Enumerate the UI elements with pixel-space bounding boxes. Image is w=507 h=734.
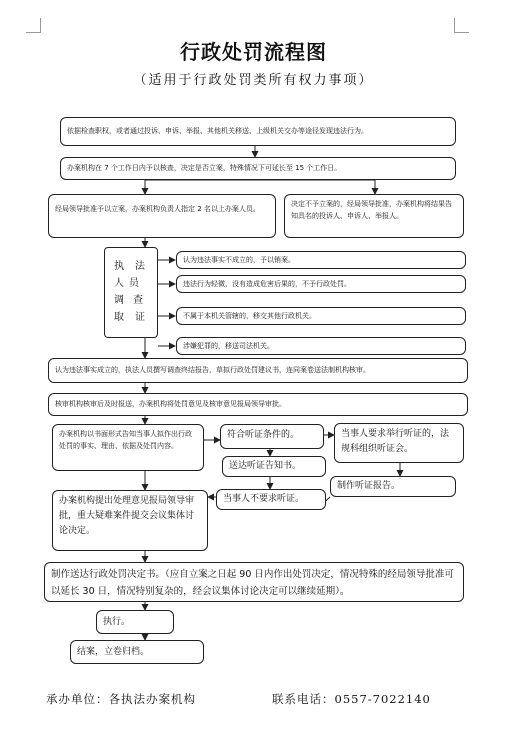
investigation-char-6: 查 bbox=[133, 295, 143, 306]
step-case-discovery: 依据检查职权，或者通过投诉、申诉、举报、其他机关移送、上级机关交办等途径发现违法行为。 bbox=[60, 117, 456, 146]
investigation-char-5: 调 bbox=[114, 295, 124, 306]
page-title: 行政处罚流程图 bbox=[180, 40, 327, 64]
step-case-filing: 经局领导批准予以立案，办案机构负责人指定 2 名以上办案人员。 bbox=[48, 194, 276, 238]
footer-phone-value: 0557-7022140 bbox=[334, 692, 431, 706]
step-investigation-report: 认为违法事实成立的，执法人员撰写调查终结报告，草拟行政处罚建议书，连同案卷送法制机构核审。 bbox=[48, 358, 468, 383]
footer-phone bbox=[272, 691, 431, 707]
investigation-char-7: 取 bbox=[114, 312, 124, 323]
step-penalty-decision: 制作送达行政处罚决定书。（应自立案之日起 90 日内作出处罚决定，情况特殊的经局领导批准可以延长 30 日，情况特别复杂的，经会议集体讨论决定可以继续延期）。 bbox=[44, 562, 464, 602]
hearing-requested: 当事人要求举行听证的，法规科组织听证会。 bbox=[334, 423, 464, 463]
investigation-box bbox=[104, 247, 158, 338]
investigation-char-3: 人 bbox=[114, 278, 124, 289]
result-minor-violation: 违法行为轻微，没有造成危害后果的，不予行政处罚。 bbox=[176, 275, 466, 293]
hearing-report: 制作听证报告。 bbox=[330, 476, 456, 497]
investigation-char-4: 员 bbox=[129, 278, 139, 289]
step-verification: 办案机构在 7 个工作日内予以核查，决定是否立案，特殊情况下可延长至 15 个工作日。 bbox=[60, 157, 456, 180]
investigation-char-1: 执 bbox=[114, 261, 124, 272]
step-no-filing: 决定不予立案的，经局领导批准，办案机构将结果告知具名的投诉人、申诉人、举报人。 bbox=[284, 194, 464, 238]
investigation-char-2: 法 bbox=[135, 261, 145, 272]
result-transfer-jurisdiction: 不属于本机关管辖的，移交其他行政机关。 bbox=[176, 307, 466, 325]
step-legal-review: 核审机构核审后及时报送，办案机构将处罚意见及核审意见报局领导审批。 bbox=[48, 393, 468, 416]
footer-unit-label: 承办单位： bbox=[46, 692, 109, 706]
step-leadership-decision: 办案机构提出处理意见报局领导审批，重大疑难案件提交会议集体讨论决定。 bbox=[52, 490, 208, 551]
investigation-char-8: 证 bbox=[135, 312, 145, 323]
hearing-notice-delivered: 送达听证告知书。 bbox=[222, 456, 326, 477]
step-execution: 执行。 bbox=[96, 610, 174, 634]
footer-unit bbox=[46, 691, 196, 707]
result-transfer-judicial: 涉嫌犯罪的，移送司法机关。 bbox=[176, 337, 466, 355]
result-not-established: 认为违法事实不成立的，予以销案。 bbox=[176, 251, 466, 269]
step-close-case: 结案，立卷归档。 bbox=[70, 640, 204, 664]
hearing-eligible: 符合听证条件的。 bbox=[220, 424, 324, 449]
page-subtitle: （适用于行政处罚类所有权力事项） bbox=[133, 73, 374, 88]
step-notify-party: 办案机构以书面形式告知当事人拟作出行政处罚的事实、理由、依据及处罚内容。 bbox=[52, 424, 204, 471]
footer-phone-label: 联系电话： bbox=[272, 692, 335, 706]
hearing-not-requested: 当事人不要求听证。 bbox=[216, 489, 326, 510]
footer-unit-value: 各执法办案机构 bbox=[108, 692, 196, 706]
